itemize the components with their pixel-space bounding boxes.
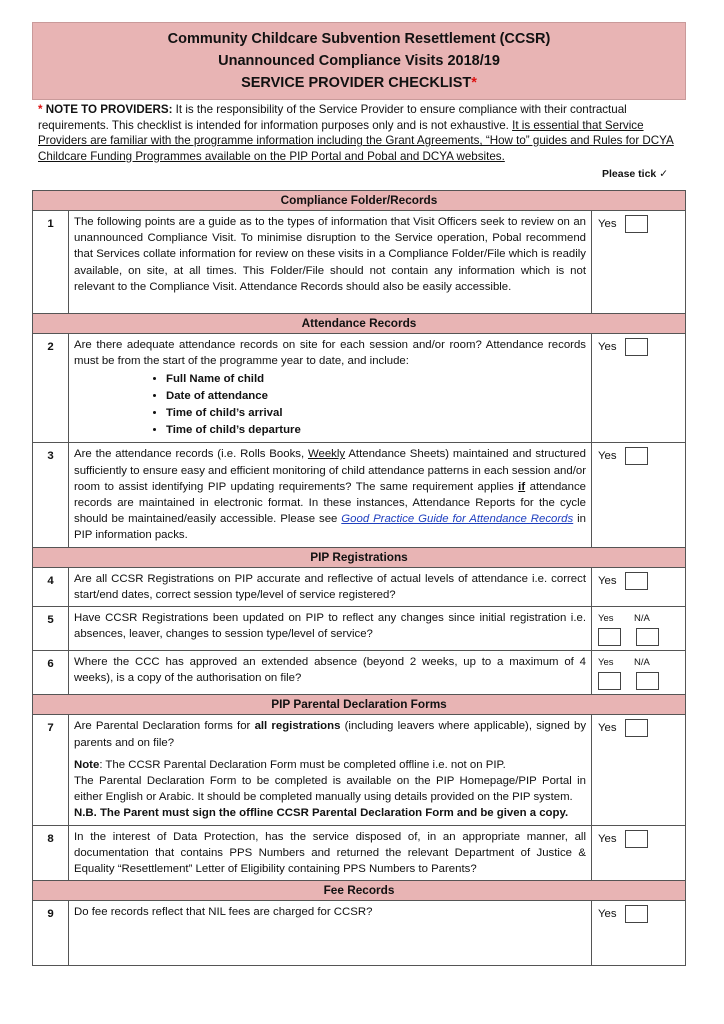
question-text: Are the attendance records (i.e. Rolls Books, [74,448,308,461]
attendance-bullet-list [74,371,586,439]
bullet-item: • Time of child’s arrival [166,405,586,422]
item-question: The following points are a guide as to the types of information that Visit Officers seek to review on an unannounced Compliance Visit. To minimise disruption to the Service operation, Pobal recommend that Services collate information for review on these visits in a Compliance Folder/File which is readily available, on site, at all times. This Folder/File should not contain any information which is not relevant to the Compliance Visit. Attendance Records should also be easily accessible. [69,211,592,314]
section-header-row [33,314,686,334]
yes-label: Yes [598,613,614,625]
good-practice-guide-link[interactable]: Good Practice Guide for Attendance Records [341,513,574,526]
item-question-text: Are there adequate attendance records on site for each session and/or room? Attendance records must be from the start of the programme year to date, and include: [74,339,586,368]
yes-checkbox[interactable] [625,215,648,233]
section-fee-records: Fee Records [33,881,686,901]
na-label: N/A [634,613,650,625]
note-label: NOTE TO PROVIDERS: [45,103,173,116]
item-number: 9 [33,901,69,966]
item-number: 3 [33,443,69,547]
item-question: In the interest of Data Protection, has the service disposed of, in an appropriate manner, all documentation that contains PPS Numbers and returned the relevant Department of Justice & Equality “Resettlement” Letter of Eligibility containing PPS Numbers to Parents? [69,825,592,881]
yes-checkbox[interactable] [625,830,648,848]
checklist-row-8 [33,825,686,881]
yes-label: Yes [598,217,617,230]
na-checkbox[interactable] [636,672,659,690]
checklist-header [32,22,686,100]
item-number: 4 [33,567,69,606]
checklist-row-5 [33,607,686,651]
question-text: in PIP information packs. [74,513,587,542]
yes-checkbox[interactable] [598,628,621,646]
question-text: attendance records are maintained in electronic format. In these instances, Attendance Reports for the cycle should be maintained/easily accessible. Please see [74,480,586,526]
answer-cell [592,651,686,695]
answer-cell [592,715,686,825]
na-checkbox[interactable] [636,628,659,646]
yes-checkbox[interactable] [625,719,648,737]
item-number: 7 [33,715,69,825]
question-bold: all registrations [254,720,341,733]
yes-label: Yes [598,450,617,463]
section-compliance-folder: Compliance Folder/Records [33,191,686,211]
yes-label: Yes [598,657,614,669]
section-pip-registrations: PIP Registrations [33,547,686,567]
item-question: Do fee records reflect that NIL fees are charged for CCSR? [69,901,592,966]
item-number: 8 [33,825,69,881]
checklist-row-4 [33,567,686,606]
checklist-row-7 [33,715,686,825]
header-asterisk: * [471,75,477,91]
question-bold: if [518,480,526,493]
bullet-item: • Date of attendance [166,388,586,405]
answer-cell [592,211,686,314]
note-text: : The CCSR Parental Declaration Form must be completed offline i.e. not on PIP. [99,758,506,771]
section-header-row [33,547,686,567]
yes-label: Yes [598,722,617,735]
item-question: Have CCSR Registrations been updated on PIP to reflect any changes since initial registration i.e. absences, leaver, changes to session type/level of service? [69,607,592,651]
yes-checkbox[interactable] [625,338,648,356]
yes-label: Yes [598,908,617,921]
note-text: It is the responsibility of the Service Provider to ensure compliance with their contractual requirements. This checklist is intended for information purposes only and is not exhaustive. [38,103,627,132]
yes-label: Yes [598,574,617,587]
question-text: Attendance Sheets) maintained and structured sufficiently to ensure easy and efficient monitoring of child attendance patterns in each session and/or room to assist identifying PIP updating requirements? The same requirement applies [74,448,586,493]
yes-checkbox[interactable] [625,572,648,590]
checklist-row-1 [33,211,686,314]
section-attendance-records: Attendance Records [33,314,686,334]
item-question: Are all CCSR Registrations on PIP accurate and reflective of actual levels of attendance i.e. correct start/end dates, correct session type/level of service registered? [69,567,592,606]
nb-text: N.B. The Parent must sign the offline CCSR Parental Declaration Form and be given a copy. [74,807,569,820]
item-number: 6 [33,651,69,695]
item-question [69,715,592,825]
header-title-line3 [33,72,685,94]
checklist-row-2 [33,334,686,443]
header-title-line2: Unannounced Compliance Visits 2018/19 [218,53,500,69]
header-title-line1: Community Childcare Subvention Resettlement (CCSR) [167,31,551,47]
na-label: N/A [634,657,650,669]
answer-cell [592,334,686,443]
item-question: Where the CCC has approved an extended absence (beyond 2 weeks, up to a maximum of 4 weeks), is a copy of the authorisation on file? [69,651,592,695]
note-label: Note [74,758,100,771]
bullet-item: • Full Name of child [166,371,586,388]
question-text: Are Parental Declaration forms for [74,720,255,733]
yes-label: Yes [598,340,617,353]
note-to-providers [38,102,690,164]
yes-label: Yes [598,832,617,845]
question-underlined: Weekly [307,448,346,461]
bullet-item: • Time of child’s departure [166,422,586,439]
item-number: 5 [33,607,69,651]
please-tick-instruction: Please tick ✓ [601,168,668,180]
section-header-row [33,695,686,715]
answer-cell [592,901,686,966]
section-header-row [33,881,686,901]
item-question [69,334,592,443]
yes-checkbox[interactable] [598,672,621,690]
checklist-row-3 [33,443,686,547]
section-header-row [33,191,686,211]
note-asterisk: * [38,103,43,116]
answer-cell [592,443,686,547]
checklist-row-6 [33,651,686,695]
checklist-row-9 [33,901,686,966]
header-title-text: SERVICE PROVIDER CHECKLIST [241,75,472,91]
note-underlined-text: It is essential that Service Providers are familiar with the programme information including the Grant Agreements, “How to” guides and Rules for DCYA Childcare Funding Programmes available on the PIP Portal and Pobal and DCYA websites. [38,118,674,163]
note-text: The Parental Declaration Form to be completed is available on the PIP Homepage/PIP Portal in either English or Arabic. It should be completed manually using details provided on the PIP system. [74,775,586,804]
item-question [69,443,592,547]
item-number: 2 [33,334,69,443]
item-note [74,757,586,773]
item-number: 1 [33,211,69,314]
yes-checkbox[interactable] [625,447,648,465]
question-text: (including leavers where applicable), signed by parents and on file? [74,720,587,749]
answer-cell [592,825,686,881]
yes-checkbox[interactable] [625,905,648,923]
section-parental-declaration: PIP Parental Declaration Forms [33,695,686,715]
checklist-table [32,190,686,966]
answer-cell [592,567,686,606]
answer-cell [592,607,686,651]
